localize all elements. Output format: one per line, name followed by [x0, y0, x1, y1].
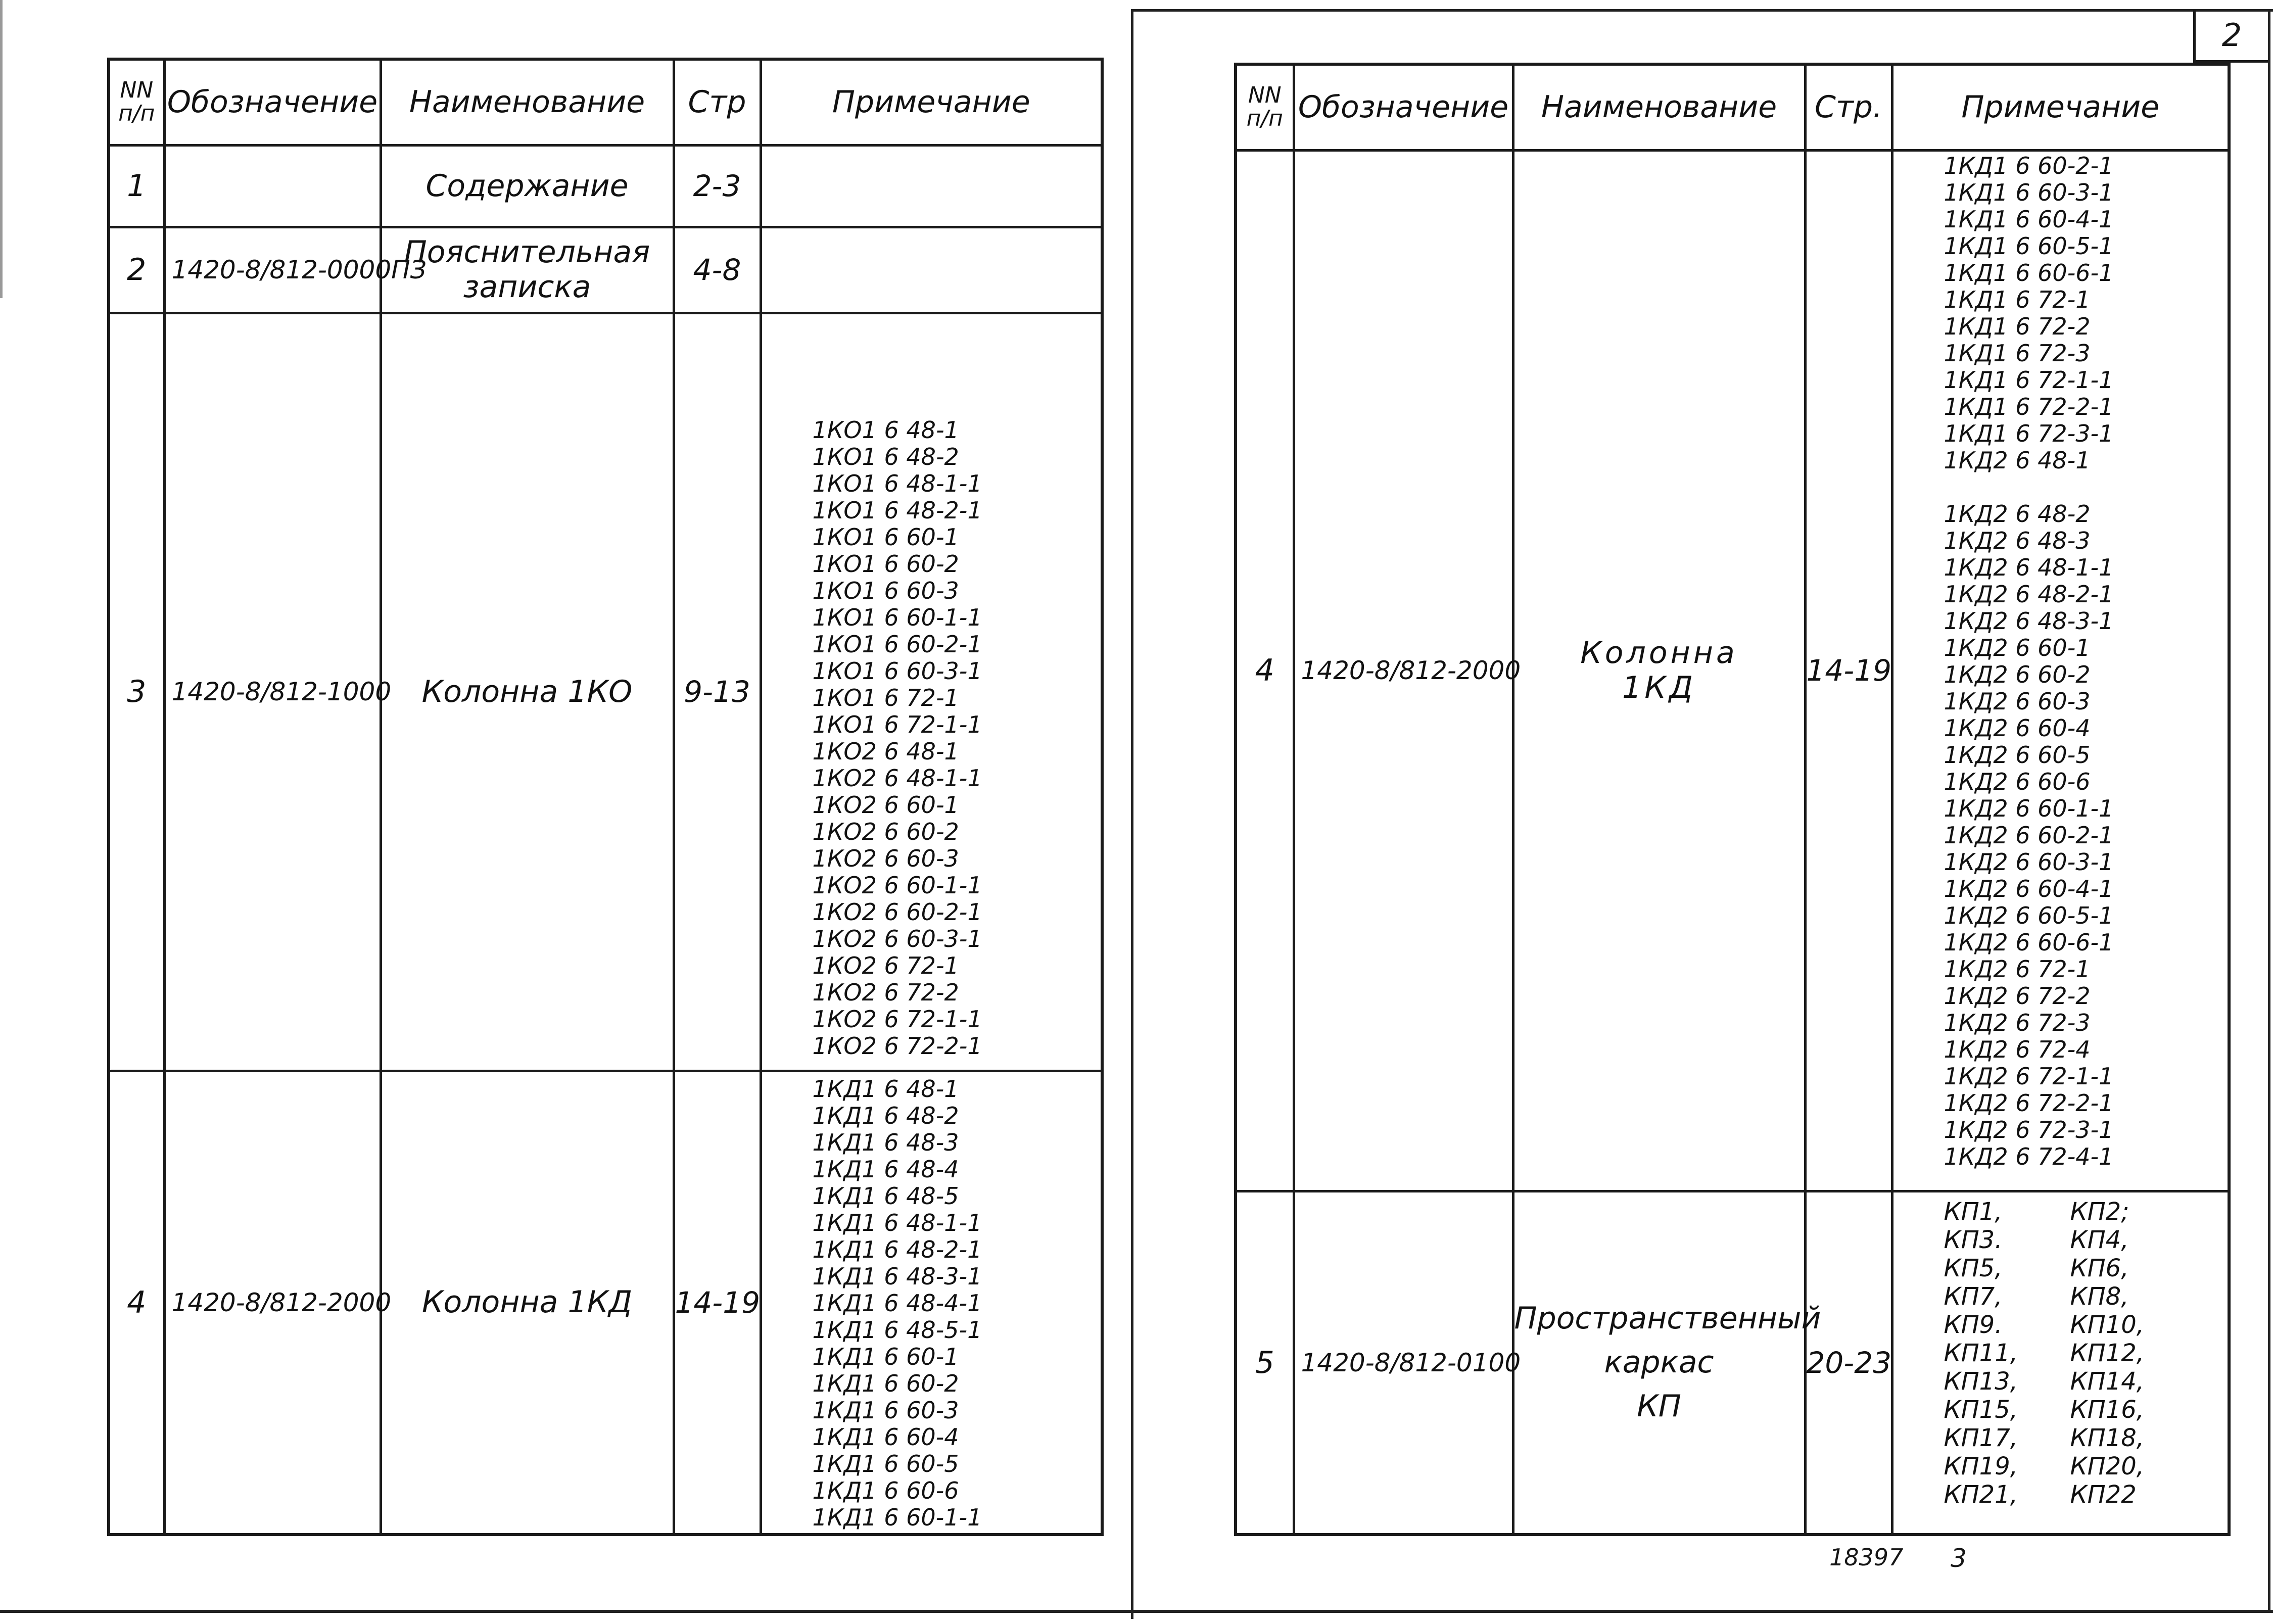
- note-item: 1КД1 6 72-3-1: [1944, 419, 2114, 447]
- note-item: 1КО2 6 60-3-1: [812, 925, 982, 952]
- note-item: 1КД2 6 72-1: [1944, 955, 2091, 983]
- note-item: 1КО2 6 60-1-1: [812, 871, 982, 899]
- note-item: 1КО1 6 48-2: [812, 443, 959, 470]
- header-name: Наименование: [381, 59, 674, 145]
- row-pages: 9-13: [674, 313, 761, 1071]
- note-item: 1КД2 6 72-3-1: [1944, 1116, 2114, 1143]
- note-item: КП3.: [1944, 1225, 2003, 1254]
- note-item: КП4,: [2070, 1225, 2129, 1254]
- row-name-line: Пространственный: [1514, 1301, 1821, 1336]
- row-name: Колонна 1КД: [381, 1071, 674, 1535]
- note-item: 1КО2 6 72-1: [812, 951, 959, 979]
- note-item: 1КД1 6 60-6-1: [1944, 259, 2114, 286]
- row-number: 4: [1236, 150, 1294, 1191]
- row-note: [761, 145, 1102, 227]
- row-designation: 1420-8/812-2000: [1294, 150, 1513, 1191]
- note-item: 1КД2 6 48-1: [1944, 446, 2091, 474]
- row-name: Пояснительная записка: [381, 227, 674, 313]
- note-item: 1КО1 6 60-1: [812, 523, 959, 551]
- note-item: 1КД1 6 48-2: [812, 1102, 959, 1129]
- note-item: 1КД2 6 48-2: [1944, 500, 2091, 528]
- note-item: 1КО2 6 48-1: [812, 737, 959, 765]
- note-grid: [1893, 1198, 2228, 1509]
- row-designation: 1420-8/812-0000ПЗ: [164, 227, 381, 313]
- note-item: 1КО2 6 60-3: [812, 844, 959, 872]
- page-number: 3: [1951, 1544, 1967, 1573]
- note-item: 1КО2 6 60-1: [812, 791, 959, 819]
- note-item: 1КД2 6 48-3-1: [1944, 607, 2114, 635]
- left-index-table: [107, 58, 1104, 1536]
- note-item: 1КД1 6 48-1: [812, 1075, 959, 1103]
- header-note: Примечание: [1892, 64, 2229, 150]
- row-name: [1513, 1191, 1821, 1535]
- inventory-number: 18397: [1829, 1544, 1904, 1571]
- left-header-row: [109, 59, 1102, 145]
- note-item: [1944, 474, 2228, 501]
- note-item: КП13,: [1944, 1367, 2018, 1396]
- note-item: 1КО1 6 60-2-1: [812, 630, 982, 658]
- note-item: 1КД2 6 48-2-1: [1944, 580, 2114, 608]
- note-item: 1КО2 6 48-1-1: [812, 764, 982, 792]
- note-item: 1КО1 6 60-3: [812, 577, 959, 604]
- note-item: 1КД1 6 60-4: [812, 1423, 959, 1451]
- note-item: 1КД2 6 48-3: [1944, 527, 2091, 554]
- row-number: 5: [1236, 1191, 1294, 1535]
- note-item: 1КО1 6 48-2-1: [812, 496, 982, 524]
- note-item: КП22: [2070, 1480, 2137, 1509]
- note-item: 1КО2 6 60-2-1: [812, 898, 982, 926]
- row-name-line: КП: [1637, 1389, 1681, 1424]
- note-list: [813, 417, 1101, 1060]
- note-item: 1КД2 6 60-2: [1944, 660, 2091, 688]
- note-item: КП21,: [1944, 1480, 2018, 1509]
- right-sheet-right-edge: [2268, 9, 2270, 1611]
- note-item: 1КД1 6 72-1: [1944, 285, 2091, 313]
- table-row: [1236, 150, 2229, 1191]
- note-item: 1КД1 6 60-2: [812, 1369, 959, 1397]
- row-note: [1892, 1191, 2229, 1535]
- note-item: 1КО2 6 72-1-1: [812, 1005, 982, 1033]
- note-item: 1КД2 6 60-1-1: [1944, 794, 2114, 822]
- note-item: 1КД1 6 48-3: [812, 1128, 959, 1156]
- note-item: КП12,: [2070, 1339, 2145, 1367]
- note-item: 1КД2 6 48-1-1: [1944, 553, 2114, 581]
- row-pages: 14-19: [674, 1071, 761, 1535]
- note-item: 1КО1 6 48-1-1: [812, 469, 982, 497]
- note-item: КП15,: [1944, 1395, 2018, 1424]
- note-item: 1КО1 6 48-1: [812, 416, 959, 444]
- note-item: 1КД2 6 72-4-1: [1944, 1142, 2114, 1170]
- note-item: КП11,: [1944, 1339, 2018, 1367]
- row-number: 1: [109, 145, 164, 227]
- row-designation: 1420-8/812-1000: [164, 313, 381, 1071]
- row-note: [1892, 150, 2229, 1191]
- note-item: КП6,: [2070, 1254, 2129, 1282]
- row-number: 3: [109, 313, 164, 1071]
- row-designation: 1420-8/812-2000: [164, 1071, 381, 1535]
- note-item: 1КО1 6 60-1-1: [812, 603, 982, 631]
- note-item: 1КД1 6 60-5-1: [1944, 232, 2114, 260]
- note-item: 1КД1 6 60-2-1: [1944, 152, 2114, 179]
- note-item: 1КД1 6 60-6: [812, 1476, 959, 1504]
- note-item: 1КО2 6 72-2-1: [812, 1032, 982, 1060]
- row-pages: 20-23: [1805, 1191, 1892, 1535]
- row-name: Содержание: [381, 145, 674, 227]
- note-item: 1КД1 6 60-3-1: [1944, 178, 2114, 206]
- note-item: КП14,: [2070, 1367, 2145, 1396]
- note-item: 1КД2 6 60-4-1: [1944, 875, 2114, 902]
- sheet-number: 2: [2221, 17, 2242, 54]
- note-item: 1КД1 6 48-5: [812, 1182, 959, 1210]
- note-item: 1КД1 6 72-3: [1944, 339, 2091, 367]
- note-item: 1КД2 6 60-5-1: [1944, 901, 2114, 929]
- note-item: КП9.: [1944, 1310, 2003, 1339]
- note-item: КП18,: [2070, 1423, 2145, 1452]
- row-note: [761, 1071, 1102, 1535]
- note-item: 1КД2 6 60-4: [1944, 714, 2091, 742]
- note-item: 1КД1 6 48-3-1: [812, 1262, 982, 1290]
- header-page: Стр.: [1805, 64, 1892, 150]
- row-pages: 14-19: [1805, 150, 1892, 1191]
- note-item: КП8,: [2070, 1282, 2129, 1311]
- note-item: 1КД2 6 60-6-1: [1944, 928, 2114, 956]
- note-item: 1КД1 6 72-2: [1944, 312, 2091, 340]
- note-item: 1КД2 6 60-5: [1944, 741, 2091, 769]
- table-row: [1236, 1191, 2229, 1535]
- note-item: 1КД2 6 60-3-1: [1944, 848, 2114, 876]
- note-item: 1КО1 6 60-2: [812, 550, 959, 578]
- table-row: [109, 227, 1102, 313]
- row-note: [761, 227, 1102, 313]
- note-item: 1КО1 6 72-1: [812, 684, 959, 711]
- row-name: Колонна 1КД: [1513, 150, 1805, 1191]
- row-pages: 2-3: [674, 145, 761, 227]
- note-item: 1КД2 6 72-4: [1944, 1035, 2091, 1063]
- note-item: 1КД2 6 60-2-1: [1944, 821, 2114, 849]
- note-item: 1КД2 6 60-6: [1944, 768, 2091, 795]
- row-name: Колонна 1КО: [381, 313, 674, 1071]
- note-item: 1КД1 6 72-2-1: [1944, 393, 2114, 420]
- note-item: 1КД1 6 48-4-1: [812, 1289, 982, 1317]
- note-item: 1КО2 6 72-2: [812, 978, 959, 1006]
- note-item: 1КО1 6 72-1-1: [812, 710, 982, 738]
- note-item: КП16,: [2070, 1395, 2145, 1424]
- row-pages: 4-8: [674, 227, 761, 313]
- note-item: КП7,: [1944, 1282, 2003, 1311]
- note-item: 1КД2 6 72-2: [1944, 982, 2091, 1010]
- note-item: КП5,: [1944, 1254, 2003, 1282]
- bottom-frame-line: [0, 1610, 2273, 1613]
- header-designation: Обозначение: [1294, 64, 1513, 150]
- sheet-number-box: [2193, 10, 2268, 63]
- right-header-row: [1236, 64, 2229, 150]
- note-item: 1КД1 6 72-1-1: [1944, 366, 2114, 394]
- header-nn: NN п/п: [109, 59, 164, 145]
- note-item: 1КО2 6 60-2: [812, 818, 959, 845]
- note-list: [1944, 153, 2228, 1170]
- note-item: КП2;: [2070, 1197, 2129, 1226]
- note-item: 1КД1 6 60-3: [812, 1396, 959, 1424]
- note-item: 1КД2 6 72-2-1: [1944, 1089, 2114, 1117]
- note-item: КП17,: [1944, 1423, 2018, 1452]
- header-name: Наименование: [1513, 64, 1805, 150]
- right-index-table: [1234, 63, 2231, 1536]
- table-row: [109, 1071, 1102, 1535]
- note-item: 1КД1 6 60-5: [812, 1450, 959, 1477]
- note-item: 1КД1 6 48-5-1: [812, 1316, 982, 1344]
- row-designation: 1420-8/812-0100: [1294, 1191, 1513, 1535]
- note-item: КП20,: [2070, 1452, 2145, 1480]
- table-row: [109, 145, 1102, 227]
- header-note: Примечание: [761, 59, 1102, 145]
- right-sheet-top-line: [1131, 9, 2273, 12]
- note-item: КП1,: [1944, 1197, 2003, 1226]
- left-sheet-vertical-edge: [0, 0, 3, 298]
- note-item: КП10,: [2070, 1310, 2145, 1339]
- note-item: 1КД2 6 60-1: [1944, 634, 2091, 661]
- note-item: 1КД1 6 48-4: [812, 1155, 959, 1183]
- note-item: 1КД1 6 48-2-1: [812, 1235, 982, 1263]
- header-nn: NN п/п: [1236, 64, 1294, 150]
- note-item: 1КД1 6 48-1-1: [812, 1209, 982, 1236]
- center-fold-line: [1131, 9, 1133, 1619]
- row-note: [761, 313, 1102, 1071]
- row-number: 4: [109, 1071, 164, 1535]
- note-item: 1КД2 6 60-3: [1944, 687, 2091, 715]
- header-designation: Обозначение: [164, 59, 381, 145]
- note-item: 1КО1 6 60-3-1: [812, 657, 982, 685]
- row-designation: [164, 145, 381, 227]
- table-row: [109, 313, 1102, 1071]
- header-page: Стр: [674, 59, 761, 145]
- note-item: 1КД1 6 60-4-1: [1944, 205, 2114, 233]
- note-list: [813, 1076, 1101, 1532]
- note-item: 1КД1 6 60-1: [812, 1343, 959, 1370]
- note-item: КП19,: [1944, 1452, 2018, 1480]
- note-item: 1КД2 6 72-3: [1944, 1009, 2091, 1036]
- row-number: 2: [109, 227, 164, 313]
- note-item: 1КД1 6 60-1-1: [812, 1503, 982, 1531]
- row-name-line: каркас: [1604, 1345, 1714, 1380]
- note-item: 1КД2 6 72-1-1: [1944, 1062, 2114, 1090]
